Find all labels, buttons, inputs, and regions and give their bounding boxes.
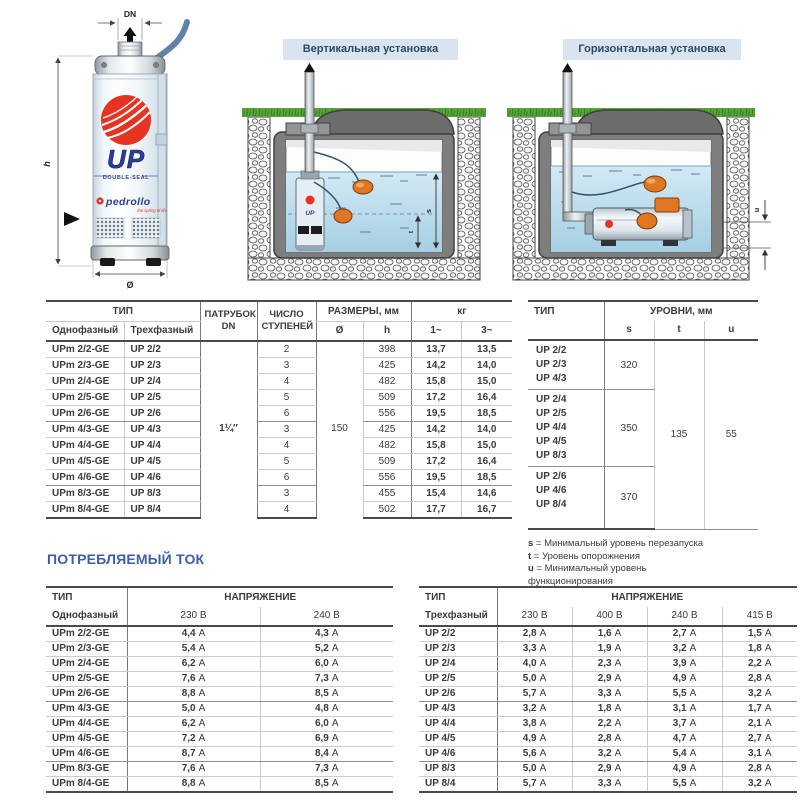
cell-current-230v: 7,6 A	[127, 672, 260, 687]
cell-current-240v: 8,5 A	[260, 687, 393, 702]
cell-model: UPm 4/6-GE	[46, 747, 127, 762]
power-cable	[154, 22, 187, 60]
col-header-three-phase: Трехфазный	[124, 322, 200, 342]
cell-current-230v: 6,2 A	[127, 657, 260, 672]
horizontal-installation-diagram	[505, 62, 790, 292]
cell-stages: 5	[257, 454, 316, 470]
diameter-merged-value: 150	[331, 423, 348, 434]
table-row	[46, 687, 393, 702]
up-arrow-icon	[562, 63, 573, 72]
pump-base	[91, 246, 169, 260]
cell-current-400v: 1,6 A	[572, 626, 647, 642]
cell-weight-3ph: 16,4	[461, 454, 512, 470]
cell-current-240v: 5,4 A	[647, 747, 722, 762]
col-header-u: u	[704, 321, 758, 340]
cell-current-230v: 5,7 A	[497, 687, 572, 702]
cell-model: UPm 2/5-GE	[46, 672, 127, 687]
cell-models	[528, 340, 604, 390]
pump-figure	[36, 8, 232, 292]
table-row	[46, 762, 393, 777]
cell-s-value: 320	[604, 340, 654, 390]
col-header-phase: Однофазный	[46, 607, 127, 626]
cell-current-400v: 2,8 A	[572, 732, 647, 747]
cell-model: UPm 4/3-GE	[46, 702, 127, 717]
col-header-t: t	[654, 321, 704, 340]
section-title-current: ПОТРЕБЛЯЕМЫЙ ТОК	[47, 551, 205, 567]
cell-current-230v: 3,8 A	[497, 717, 572, 732]
col-header-type: ТИП	[46, 301, 200, 322]
table-row	[46, 626, 393, 642]
dn-merged-value: 1¼″	[219, 423, 238, 434]
cell-weight-3ph: 15,0	[461, 438, 512, 454]
model-name: UP 2/2	[536, 345, 567, 356]
table-row	[46, 702, 393, 717]
float-switch-icon	[353, 180, 373, 194]
diameter-dimension-label: Ø	[126, 280, 134, 290]
model-name: UP 4/5	[536, 436, 567, 447]
svg-text:pedrollo: pedrollo	[106, 196, 151, 208]
table-row	[46, 717, 393, 732]
cell-three-phase-model: UP 2/3	[124, 358, 200, 374]
vertical-installation-banner: Вертикальная установка	[283, 39, 458, 60]
cell-current-230v: 4,4 A	[127, 626, 260, 642]
table-row	[46, 502, 512, 519]
footnote: t = Уровень опорожнения	[528, 550, 640, 562]
cell-three-phase-model: UP 8/4	[124, 502, 200, 519]
cell-height: 509	[363, 390, 411, 406]
model-name: UP 4/4	[536, 422, 567, 433]
vent-grid	[132, 218, 160, 238]
cell-height: 425	[363, 358, 411, 374]
cell-three-phase-model: UP 8/3	[124, 486, 200, 502]
cell-current-415v: 2,1 A	[722, 717, 797, 732]
pump-foot	[100, 258, 115, 266]
cell-current-230v: 8,7 A	[127, 747, 260, 762]
cell-current-240v: 4,7 A	[647, 732, 722, 747]
cell-current-400v: 2,3 A	[572, 657, 647, 672]
table-row	[419, 642, 797, 657]
cell-single-phase-model: UPm 8/4-GE	[46, 502, 124, 519]
up-logo	[101, 95, 151, 145]
col-header-phase: Трехфазный	[419, 607, 497, 626]
cell-current-400v: 2,2 A	[572, 717, 647, 732]
cell-height: 425	[363, 422, 411, 438]
cell-current-415v: 1,8 A	[722, 642, 797, 657]
table-row	[46, 390, 512, 406]
table-row	[419, 717, 797, 732]
cell-s-value: 350	[604, 390, 654, 467]
horizontal-diagram-svg	[505, 62, 790, 292]
cell-height: 482	[363, 438, 411, 454]
model-name: UP 2/3	[536, 359, 567, 370]
cell-model: UPm 4/4-GE	[46, 717, 127, 732]
cell-current-240v: 2,7 A	[647, 626, 722, 642]
cell-current-400v: 1,8 A	[572, 702, 647, 717]
cell-stages: 5	[257, 390, 316, 406]
cell-t-value: 135	[654, 340, 704, 529]
discharge-port	[118, 42, 142, 57]
cell-current-230v: 5,0 A	[497, 672, 572, 687]
col-header-diameter: Ø	[316, 322, 363, 342]
cell-current-230v: 5,6 A	[497, 747, 572, 762]
cell-current-240v: 3,1 A	[647, 702, 722, 717]
cell-weight-1ph: 14,2	[411, 358, 461, 374]
cell-height: 509	[363, 454, 411, 470]
model-name: UP 4/6	[536, 485, 567, 496]
cell-current-400v: 3,3 A	[572, 687, 647, 702]
model-name: UP 2/6	[536, 471, 567, 482]
cell-single-phase-model: UPm 2/6-GE	[46, 406, 124, 422]
cell-current-415v: 2,7 A	[722, 732, 797, 747]
col-header-kg3: 3~	[461, 322, 512, 342]
double-seal-label: DOUBLE-SEAL	[102, 175, 150, 181]
col-header-type: ТИП	[46, 587, 127, 607]
cell-model: UP 2/5	[419, 672, 497, 687]
cell-current-240v: 7,3 A	[260, 762, 393, 777]
cell-single-phase-model: UPm 4/3-GE	[46, 422, 124, 438]
cell-model: UP 2/2	[419, 626, 497, 642]
table-row	[46, 341, 512, 358]
cell-current-240v: 6,0 A	[260, 657, 393, 672]
col-header-sizes: РАЗМЕРЫ, мм	[316, 301, 411, 322]
col-header-240v: 240 В	[260, 607, 393, 626]
cell-single-phase-model: UPm 2/5-GE	[46, 390, 124, 406]
vertical-diagram-svg	[240, 62, 488, 292]
cell-current-230v: 5,7 A	[497, 777, 572, 793]
cell-single-phase-model: UPm 4/6-GE	[46, 470, 124, 486]
flow-arrow-icon	[64, 212, 80, 226]
three-phase-current-table	[419, 586, 797, 793]
cell-current-240v: 5,2 A	[260, 642, 393, 657]
table-row	[419, 762, 797, 777]
cell-stages: 2	[257, 341, 316, 358]
cell-single-phase-model: UPm 2/4-GE	[46, 374, 124, 390]
col-header-240v: 240 В	[647, 607, 722, 626]
cell-current-240v: 5,5 A	[647, 777, 722, 793]
cell-current-240v: 4,9 A	[647, 672, 722, 687]
cell-weight-3ph: 13,5	[461, 341, 512, 358]
col-header-s: s	[604, 321, 654, 340]
cell-weight-1ph: 19,5	[411, 470, 461, 486]
cell-model: UP 2/4	[419, 657, 497, 672]
cell-single-phase-model: UPm 4/4-GE	[46, 438, 124, 454]
cell-weight-1ph: 14,2	[411, 422, 461, 438]
table-row	[419, 732, 797, 747]
table-row	[419, 747, 797, 762]
table-row	[46, 777, 393, 793]
table-row	[46, 454, 512, 470]
cell-weight-1ph: 15,8	[411, 438, 461, 454]
vent-grid	[96, 218, 124, 238]
cell-current-400v: 1,9 A	[572, 642, 647, 657]
cell-u-value: 55	[704, 340, 758, 529]
s-dimension-label: s	[426, 209, 433, 213]
cell-height: 398	[363, 341, 411, 358]
float-switch-icon	[334, 209, 352, 223]
cell-current-230v: 5,0 A	[127, 702, 260, 717]
table-row	[46, 406, 512, 422]
u-dimension-label: u	[752, 207, 761, 213]
cell-single-phase-model: UPm 8/3-GE	[46, 486, 124, 502]
cell-model: UP 2/3	[419, 642, 497, 657]
model-name: UP 2/5	[536, 408, 567, 419]
cell-stages: 4	[257, 438, 316, 454]
table-row	[46, 642, 393, 657]
levels-footnotes	[528, 538, 788, 588]
cell-model: UP 4/4	[419, 717, 497, 732]
cell-current-415v: 1,5 A	[722, 626, 797, 642]
cell-current-240v: 4,9 A	[647, 762, 722, 777]
cell-current-230v: 8,8 A	[127, 687, 260, 702]
cell-current-240v: 3,9 A	[647, 657, 722, 672]
float-switch-icon	[637, 213, 657, 229]
cell-current-415v: 3,2 A	[722, 777, 797, 793]
cell-single-phase-model: UPm 4/5-GE	[46, 454, 124, 470]
cell-current-400v: 2,9 A	[572, 672, 647, 687]
table-row	[46, 374, 512, 390]
cell-current-415v: 3,2 A	[722, 687, 797, 702]
col-header-height: h	[363, 322, 411, 342]
cell-current-230v: 2,8 A	[497, 626, 572, 642]
col-header-dn: ПАТРУБОК DN	[200, 301, 257, 341]
cell-weight-3ph: 18,5	[461, 470, 512, 486]
cell-model: UPm 2/6-GE	[46, 687, 127, 702]
levels-section	[528, 300, 788, 588]
cell-weight-1ph: 15,8	[411, 374, 461, 390]
cell-stages: 4	[257, 374, 316, 390]
cell-current-240v: 4,3 A	[260, 626, 393, 642]
cell-three-phase-model: UP 4/4	[124, 438, 200, 454]
float-switch-icon	[644, 176, 666, 192]
table-row	[419, 687, 797, 702]
cell-model: UPm 4/5-GE	[46, 732, 127, 747]
cell-height: 482	[363, 374, 411, 390]
up-arrow-icon	[124, 27, 137, 44]
float-highlight	[647, 178, 656, 183]
cell-stages: 4	[257, 502, 316, 519]
col-header-voltage: НАПРЯЖЕНИЕ	[127, 587, 393, 607]
pump-foot	[146, 258, 161, 266]
cell-weight-1ph: 19,5	[411, 406, 461, 422]
cell-models	[528, 467, 604, 530]
cell-three-phase-model: UP 2/6	[124, 406, 200, 422]
cell-height: 556	[363, 406, 411, 422]
cell-current-230v: 7,6 A	[127, 762, 260, 777]
cell-model: UP 8/3	[419, 762, 497, 777]
svg-text:UP: UP	[305, 210, 315, 217]
cell-current-240v: 6,9 A	[260, 732, 393, 747]
cell-current-415v: 1,7 A	[722, 702, 797, 717]
col-header-415v: 415 В	[722, 607, 797, 626]
dn-dimension-label: DN	[123, 9, 137, 19]
cell-model: UP 8/4	[419, 777, 497, 793]
cell-current-400v: 2,9 A	[572, 762, 647, 777]
table-row	[419, 777, 797, 793]
table-row	[46, 470, 512, 486]
cell-current-240v: 3,7 A	[647, 717, 722, 732]
col-header-type: ТИП	[528, 301, 604, 340]
cell-weight-3ph: 18,5	[461, 406, 512, 422]
cell-model: UP 4/5	[419, 732, 497, 747]
cell-current-230v: 5,0 A	[497, 762, 572, 777]
col-header-kg: кг	[411, 301, 512, 322]
cell-current-230v: 3,3 A	[497, 642, 572, 657]
cell-current-240v: 3,2 A	[647, 642, 722, 657]
table-row	[46, 672, 393, 687]
table-row	[46, 358, 512, 374]
cell-height: 502	[363, 502, 411, 519]
float-highlight	[356, 183, 364, 188]
cell-current-400v: 3,3 A	[572, 777, 647, 793]
cell-model: UPm 8/3-GE	[46, 762, 127, 777]
cell-weight-3ph: 14,6	[461, 486, 512, 502]
up-arrow-icon	[304, 63, 315, 72]
cell-weight-3ph: 14,0	[461, 422, 512, 438]
table-row	[46, 438, 512, 454]
cell-model: UP 4/6	[419, 747, 497, 762]
cell-current-230v: 3,2 A	[497, 702, 572, 717]
submersible-pump	[296, 171, 324, 250]
cell-three-phase-model: UP 4/5	[124, 454, 200, 470]
up-logo-text: UP	[106, 144, 146, 174]
model-name: UP 4/3	[536, 373, 567, 384]
cell-model: UPm 2/3-GE	[46, 642, 127, 657]
col-header-230v: 230 В	[497, 607, 572, 626]
cell-s-value: 370	[604, 467, 654, 530]
cell-models	[528, 390, 604, 467]
table-row	[46, 657, 393, 672]
table-row	[46, 486, 512, 502]
cell-weight-1ph: 17,2	[411, 390, 461, 406]
cell-single-phase-model: UPm 2/3-GE	[46, 358, 124, 374]
cell-weight-3ph: 16,7	[461, 502, 512, 519]
cell-weight-1ph: 17,2	[411, 454, 461, 470]
model-name: UP 8/4	[536, 499, 567, 510]
table-row	[46, 422, 512, 438]
cell-three-phase-model: UP 2/5	[124, 390, 200, 406]
table-row	[419, 657, 797, 672]
brand-tagline: the spring of life	[137, 208, 167, 213]
h-dimension-label: h	[42, 161, 52, 167]
cell-three-phase-model: UP 4/3	[124, 422, 200, 438]
horizontal-installation-banner: Горизонтальная установка	[563, 39, 741, 60]
footnote: s = Минимальный уровень перезапуска	[528, 538, 704, 549]
cell-three-phase-model: UP 2/4	[124, 374, 200, 390]
col-header-voltage: НАПРЯЖЕНИЕ	[497, 587, 797, 607]
cell-current-240v: 4,8 A	[260, 702, 393, 717]
cell-weight-1ph: 13,7	[411, 341, 461, 358]
cell-current-415v: 2,8 A	[722, 672, 797, 687]
main-specs-table	[46, 300, 512, 519]
table-row	[46, 732, 393, 747]
col-header-levels: УРОВНИ, мм	[604, 301, 758, 321]
cell-current-240v: 7,3 A	[260, 672, 393, 687]
cell-current-415v: 3,1 A	[722, 747, 797, 762]
cell-current-230v: 4,0 A	[497, 657, 572, 672]
cell-current-415v: 2,8 A	[722, 762, 797, 777]
cell-weight-1ph: 15,4	[411, 486, 461, 502]
table-row	[46, 747, 393, 762]
cell-three-phase-model: UP 2/2	[124, 341, 200, 358]
cell-current-240v: 8,5 A	[260, 777, 393, 793]
col-header-single-phase: Однофазный	[46, 322, 124, 342]
cell-model: UPm 2/4-GE	[46, 657, 127, 672]
cell-current-230v: 6,2 A	[127, 717, 260, 732]
vertical-installation-diagram	[240, 62, 488, 292]
cell-current-240v: 6,0 A	[260, 717, 393, 732]
table-row	[419, 672, 797, 687]
col-header-kg1: 1~	[411, 322, 461, 342]
cell-model: UP 2/6	[419, 687, 497, 702]
cell-current-230v: 4,9 A	[497, 732, 572, 747]
cell-current-230v: 5,4 A	[127, 642, 260, 657]
cell-stages: 3	[257, 486, 316, 502]
cell-weight-3ph: 14,0	[461, 358, 512, 374]
table-row	[419, 626, 797, 642]
pump-illustration	[36, 8, 232, 292]
col-header-stages: ЧИСЛО СТУПЕНЕЙ	[257, 301, 316, 341]
cell-model: UPm 8/4-GE	[46, 777, 127, 793]
levels-group-row	[528, 340, 758, 390]
cell-current-240v: 8,4 A	[260, 747, 393, 762]
cell-model: UP 4/3	[419, 702, 497, 717]
cell-current-400v: 3,2 A	[572, 747, 647, 762]
cell-stages: 6	[257, 470, 316, 486]
cell-height: 455	[363, 486, 411, 502]
cell-weight-1ph: 17,7	[411, 502, 461, 519]
cell-single-phase-model: UPm 2/2-GE	[46, 341, 124, 358]
cell-height: 556	[363, 470, 411, 486]
model-name: UP 2/4	[536, 394, 567, 405]
cell-current-230v: 8,8 A	[127, 777, 260, 793]
cell-stages: 3	[257, 358, 316, 374]
t-dimension-label: t	[408, 230, 415, 234]
table-row	[419, 702, 797, 717]
cell-current-415v: 2,2 A	[722, 657, 797, 672]
cell-stages: 6	[257, 406, 316, 422]
footnote: u = Минимальный уровень функционирования	[528, 563, 647, 587]
cell-three-phase-model: UP 4/6	[124, 470, 200, 486]
cell-model: UPm 2/2-GE	[46, 626, 127, 642]
col-header-type: ТИП	[419, 587, 497, 607]
cell-current-240v: 5,5 A	[647, 687, 722, 702]
cell-current-230v: 7,2 A	[127, 732, 260, 747]
single-phase-current-table	[46, 586, 393, 793]
cell-weight-3ph: 16,4	[461, 390, 512, 406]
cell-stages: 3	[257, 422, 316, 438]
col-header-230v: 230 В	[127, 607, 260, 626]
cell-weight-3ph: 15,0	[461, 374, 512, 390]
col-header-400v: 400 В	[572, 607, 647, 626]
model-name: UP 8/3	[536, 450, 567, 461]
motor-cap	[655, 198, 679, 212]
